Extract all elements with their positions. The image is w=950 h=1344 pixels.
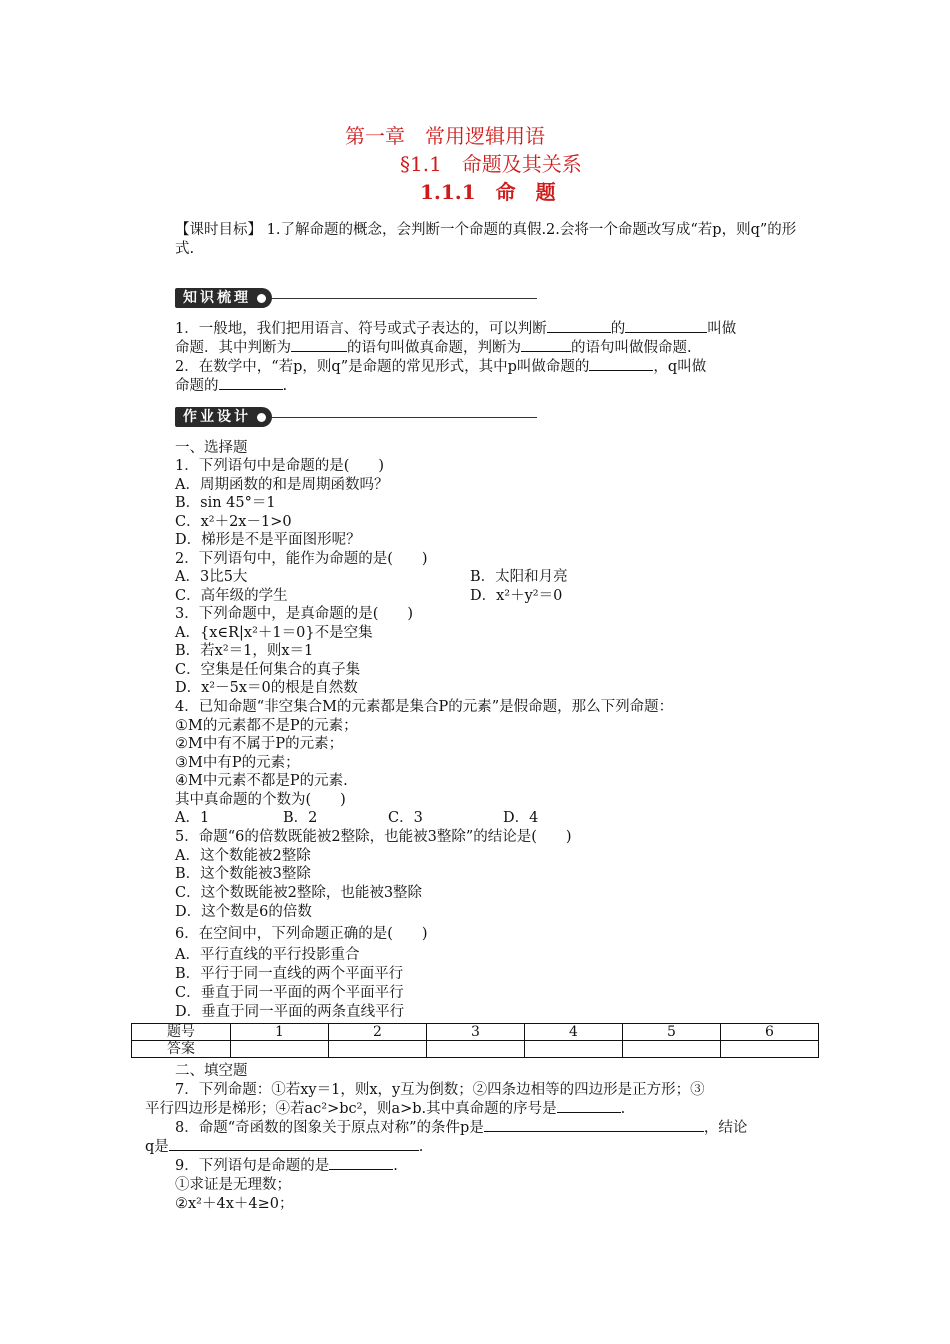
knowledge-line-2: [175, 339, 692, 357]
banner-rule: [272, 417, 537, 418]
answer-cell[interactable]: [525, 1041, 623, 1058]
knowledge-text: 的语句叫做假命题.: [571, 340, 692, 356]
option: C．这个数既能被2整除，也能被3整除: [175, 885, 423, 901]
question-8-cont: [145, 1138, 423, 1156]
question-3: 3．下列命题中，是真命题的是( ): [175, 606, 414, 622]
objective-text: 1.了解命题的概念，会判断一个命题的真假.2.会将一个命题改写成“若p，则q”的形式.: [175, 222, 797, 257]
option: A．平行直线的平行投影重合: [175, 947, 360, 963]
table-cell: 6: [721, 1024, 819, 1041]
option: C．x²＋2x－1>0: [175, 514, 292, 530]
table-cell: 4: [525, 1024, 623, 1041]
option: C．空集是任何集合的真子集: [175, 662, 361, 678]
answer-cell[interactable]: [623, 1041, 721, 1058]
question-text: .: [393, 1158, 398, 1174]
table-cell: 3: [427, 1024, 525, 1041]
objective-paragraph: [175, 221, 810, 259]
option: A．1: [175, 810, 210, 826]
option: D．x²－5x＝0的根是自然数: [175, 680, 358, 696]
table-cell: 5: [623, 1024, 721, 1041]
question-8: [175, 1119, 747, 1137]
objective-label: 【课时目标】: [175, 222, 262, 238]
fill-blank: [557, 1100, 621, 1113]
knowledge-text: 1．一般地，我们把用语言、符号或式子表达的，可以判断: [175, 321, 547, 337]
banner-dot-icon: [257, 294, 266, 303]
statement: ①M的元素都不是P的元素；: [175, 718, 358, 734]
statement: ④M中元素不都是P的元素.: [175, 773, 348, 789]
statement: ③M中有P的元素；: [175, 755, 300, 771]
option: B．太阳和月亮: [470, 569, 568, 585]
option: D．垂直于同一平面的两条直线平行: [175, 1004, 405, 1020]
table-cell: 2: [329, 1024, 427, 1041]
fill-blank: [547, 320, 611, 333]
knowledge-banner: [175, 288, 537, 308]
option: C．3: [388, 810, 423, 826]
question-text: .: [418, 1139, 424, 1155]
table-row: [132, 1041, 819, 1058]
question-text: 9．下列语句是命题的是: [175, 1158, 330, 1174]
answer-cell[interactable]: [231, 1041, 329, 1058]
statement: ①求证是无理数；: [175, 1177, 291, 1193]
question-9: [175, 1157, 398, 1175]
fill-blank: [484, 1119, 704, 1132]
knowledge-line-3: [175, 358, 706, 376]
question-2: 2．下列语句中，能作为命题的是( ): [175, 551, 428, 567]
fill-blank: [169, 1138, 419, 1151]
table-cell: 1: [231, 1024, 329, 1041]
subsection-title: 1.1.1 命 题: [420, 180, 556, 204]
fill-blank: [329, 1157, 393, 1170]
table-row: [132, 1024, 819, 1041]
knowledge-banner-label: 知识梳理: [183, 290, 251, 306]
fill-blank: [625, 320, 707, 333]
knowledge-line-1: [175, 320, 736, 338]
question-7-cont: [145, 1100, 625, 1118]
fill-heading: 二、填空题: [175, 1063, 248, 1079]
answer-cell[interactable]: [427, 1041, 525, 1058]
answer-table: [131, 1023, 819, 1058]
knowledge-line-4: [175, 377, 287, 395]
option: C．垂直于同一平面的两个平面平行: [175, 985, 404, 1001]
section-title: §1.1 命题及其关系: [400, 152, 582, 176]
question-4-tail: 其中真命题的个数为( ): [175, 792, 346, 808]
fill-blank: [291, 339, 347, 352]
choice-heading: 一、选择题: [175, 440, 248, 456]
banner-rule: [272, 298, 537, 299]
question-6: 6．在空间中，下列命题正确的是( ): [175, 926, 428, 942]
statement: ②x²＋4x＋4≥0；: [175, 1196, 294, 1212]
option: B．平行于同一直线的两个平面平行: [175, 966, 404, 982]
option: A．周期函数的和是周期函数吗？: [175, 477, 389, 493]
knowledge-text: 命题的: [175, 378, 219, 394]
fill-blank: [219, 377, 283, 390]
option: D．4: [503, 810, 539, 826]
option: D．x²＋y²＝0: [470, 588, 563, 604]
option: A．这个数能被2整除: [175, 848, 311, 864]
knowledge-text: 2．在数学中，“若p，则q”是命题的常见形式，其中p叫做命题的: [175, 359, 590, 375]
question-text: q是: [145, 1139, 169, 1155]
question-4: 4．已知命题“非空集合M的元素都是集合P的元素”是假命题，那么下列命题：: [175, 699, 674, 715]
fill-blank: [521, 339, 571, 352]
option: A．{x∈R|x²＋1＝0}不是空集: [175, 625, 373, 641]
option: D．梯形是不是平面图形呢？: [175, 532, 361, 548]
answer-cell[interactable]: [721, 1041, 819, 1058]
question-text: ，结论: [703, 1120, 748, 1136]
knowledge-text: ，q叫做: [653, 359, 707, 375]
option: B．若x²＝1，则x＝1: [175, 643, 314, 659]
option: D．这个数是6的倍数: [175, 904, 312, 920]
option: B．sin 45°＝1: [175, 495, 276, 511]
question-7: 7．下列命题：①若xy＝1，则x，y互为倒数；②四条边相等的四边形是正方形；③: [175, 1082, 705, 1098]
question-text: .: [620, 1101, 626, 1117]
homework-banner: [175, 407, 537, 427]
knowledge-text: .: [282, 378, 288, 394]
chapter-title: 第一章 常用逻辑用语: [345, 124, 545, 148]
table-cell: 题号: [132, 1024, 231, 1041]
knowledge-text: 叫做: [707, 321, 737, 337]
statement: ②M中有不属于P的元素；: [175, 736, 344, 752]
option: C．高年级的学生: [175, 588, 288, 604]
answer-cell[interactable]: [329, 1041, 427, 1058]
knowledge-text: 的语句叫做真命题，判断为: [347, 340, 521, 356]
question-5: 5．命题“6的倍数既能被2整除，也能被3整除”的结论是( ): [175, 829, 572, 845]
homework-banner-label: 作业设计: [183, 409, 251, 425]
question-1: 1．下列语句中是命题的是( ): [175, 458, 385, 474]
knowledge-text: 的: [610, 321, 626, 337]
option: B．2: [283, 810, 318, 826]
fill-blank: [589, 358, 653, 371]
option: A．3比5大: [175, 569, 248, 585]
table-cell: 答案: [132, 1041, 231, 1058]
knowledge-text: 命题．其中判断为: [175, 340, 291, 356]
option: B．这个数能被3整除: [175, 866, 311, 882]
banner-dot-icon: [257, 413, 266, 422]
question-text: 8．命题“奇函数的图象关于原点对称”的条件p是: [175, 1120, 484, 1136]
question-text: 平行四边形是梯形；④若ac²>bc²，则a>b.其中真命题的序号是: [145, 1101, 557, 1117]
